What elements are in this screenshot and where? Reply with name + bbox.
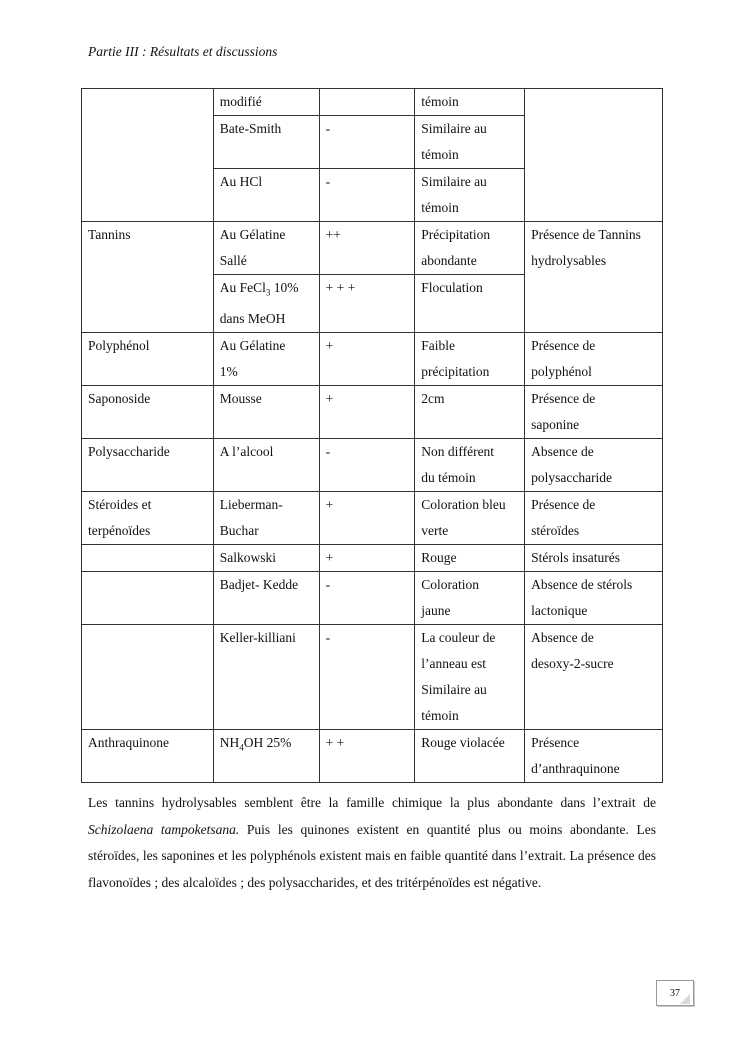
test-cell: Mousse (213, 385, 319, 438)
table-row (82, 571, 663, 624)
table-row (82, 491, 663, 544)
observation-cell: Non différent du témoin (415, 438, 525, 491)
test-cell: Lieberman- Buchar (213, 491, 319, 544)
observation-cell: 2cm (415, 385, 525, 438)
result-cell: + (319, 332, 415, 385)
test-cell: modifié (213, 89, 319, 116)
test-cell: Au HCl (213, 169, 319, 222)
conclusion-cell: Absence de desoxy-2-sucre (525, 624, 663, 729)
family-cell: Polysaccharide (82, 438, 214, 491)
conclusion-cell: Présence d’anthraquinone (525, 729, 663, 782)
result-cell: - (319, 571, 415, 624)
result-cell: - (319, 624, 415, 729)
family-cell (82, 544, 214, 571)
discussion-paragraph: Les tannins hydrolysables semblent être la famille chimique la plus abondante dans l’extrait de Schizolaena tampoketsana. Puis les quinones existent en quantité plus ou moins abondante. Les stéroïdes, les saponines et les polyphénols existent mais en faible quantité dans l’extrait. La présence des flavonoïdes ; des alcaloïdes ; des polysaccharides, et des tritérpénoïdes est négative. (88, 795, 657, 890)
observation-cell: Coloration bleu verte (415, 491, 525, 544)
table-row (82, 544, 663, 571)
conclusion-cell: Absence de polysaccharide (525, 438, 663, 491)
observation-cell: Similaire au témoin (415, 116, 525, 169)
page-header: Partie III : Résultats et discussions (88, 44, 278, 59)
test-cell: A l’alcool (213, 438, 319, 491)
result-cell: - (319, 169, 415, 222)
conclusion-cell: Stérols insaturés (525, 544, 663, 571)
result-cell: + (319, 385, 415, 438)
conclusion-cell: Présence de Tannins hydrolysables (525, 222, 663, 333)
table-row (82, 385, 663, 438)
conclusion-cell: Présence de polyphénol (525, 332, 663, 385)
test-cell: Keller-killiani (213, 624, 319, 729)
family-cell: Polyphénol (82, 332, 214, 385)
table-row (82, 89, 663, 116)
result-cell: + + + (319, 275, 415, 333)
result-cell: - (319, 116, 415, 169)
conclusion-cell (525, 89, 663, 222)
result-cell: ++ (319, 222, 415, 275)
family-cell: Saponoside (82, 385, 214, 438)
observation-cell: Rouge violacée (415, 729, 525, 782)
conclusion-cell: Présence de stéroïdes (525, 491, 663, 544)
test-cell: Au Gélatine Sallé (213, 222, 319, 275)
table-row (82, 729, 663, 782)
result-cell: + (319, 491, 415, 544)
family-cell (82, 624, 214, 729)
family-cell: Stéroides et terpénoïdes (82, 491, 214, 544)
family-cell: Tannins (82, 222, 214, 333)
test-cell: $NH_4OH$ 25% (213, 729, 319, 782)
table-row (82, 222, 663, 275)
observation-cell: Précipitation abondante (415, 222, 525, 275)
species-name: Schizolaena tampoketsana. (88, 821, 240, 837)
result-cell: + + (319, 729, 415, 782)
family-cell (82, 89, 214, 222)
family-cell: Anthraquinone (82, 729, 214, 782)
test-cell: Badjet- Kedde (213, 571, 319, 624)
result-cell (319, 89, 415, 116)
test-cell: Au Gélatine 1% (213, 332, 319, 385)
observation-cell: Rouge (415, 544, 525, 571)
result-cell: + (319, 544, 415, 571)
page-curl-icon (680, 994, 690, 1004)
observation-cell: témoin (415, 89, 525, 116)
observation-cell: Coloration jaune (415, 571, 525, 624)
table-row (82, 438, 663, 491)
result-cell: - (319, 438, 415, 491)
observation-cell: Floculation (415, 275, 525, 333)
page-number: 37 (656, 980, 694, 1006)
table-row (82, 332, 663, 385)
test-cell: Bate-Smith (213, 116, 319, 169)
conclusion-cell: Absence de stérols lactonique (525, 571, 663, 624)
conclusion-cell: Présence de saponine (525, 385, 663, 438)
family-cell (82, 571, 214, 624)
observation-cell: Faible précipitation (415, 332, 525, 385)
table-row (82, 624, 663, 729)
test-cell: Au FeCl$_3$ 10% dans MeOH (213, 275, 319, 333)
observation-cell: La couleur de l’anneau est Similaire au témoin (415, 624, 525, 729)
observation-cell: Similaire au témoin (415, 169, 525, 222)
phytochemical-results-table (81, 88, 663, 783)
test-cell: Salkowski (213, 544, 319, 571)
